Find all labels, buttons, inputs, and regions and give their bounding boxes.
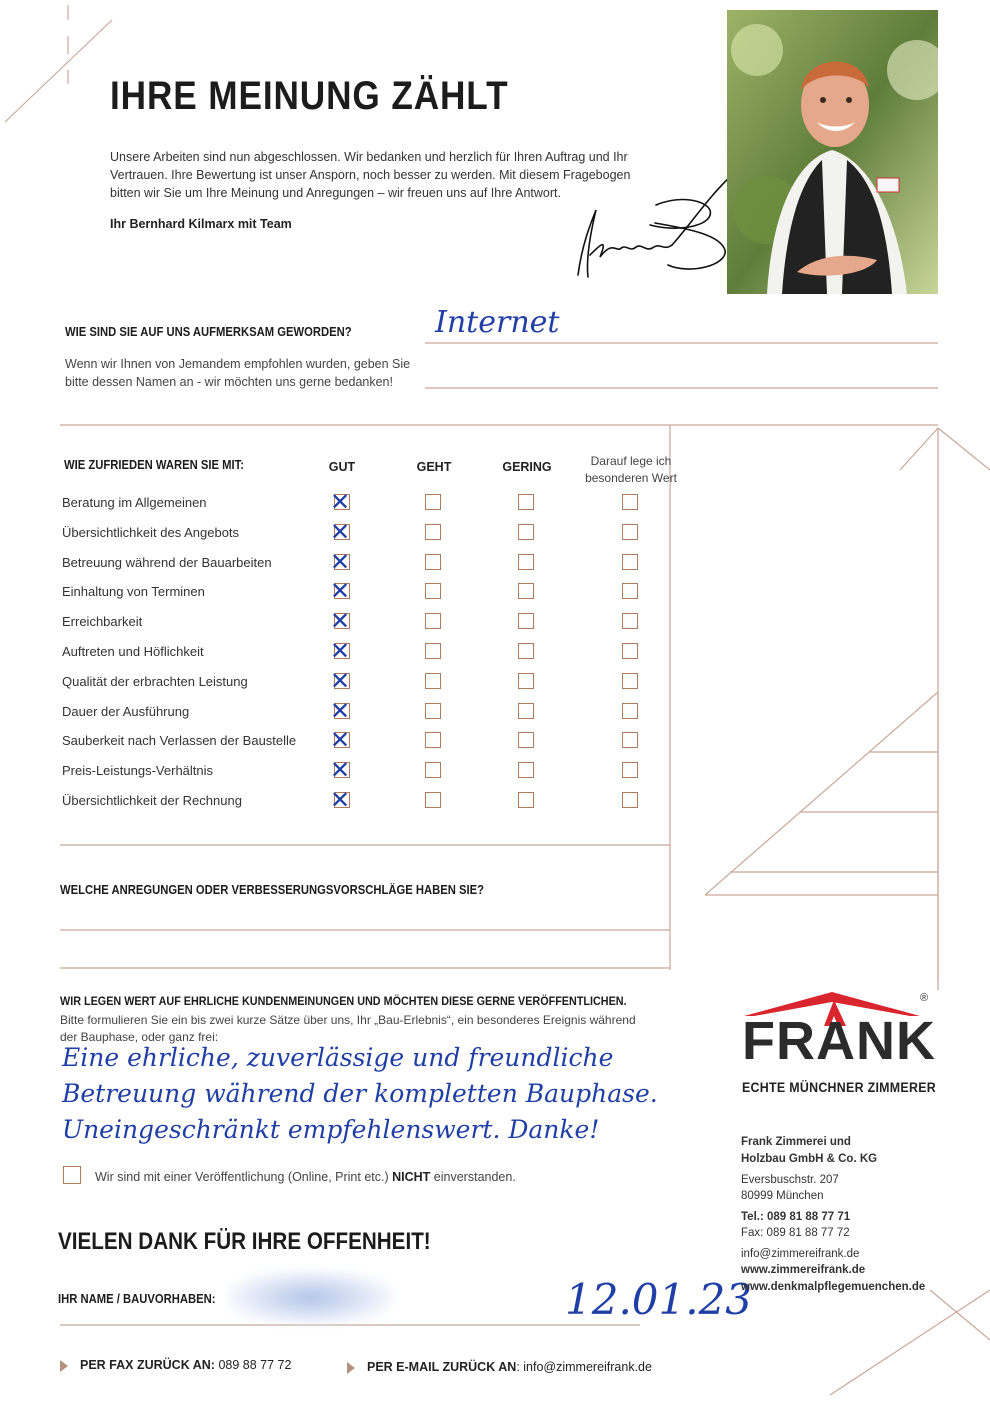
registered-mark: ® (920, 992, 929, 1004)
publication-heading: WIR LEGEN WERT AUF EHRLICHE KUNDENMEINUNGEN UND MÖCHTEN DIESE GERNE VERÖFFENTLICHEN. (60, 994, 627, 1008)
optout-text: einverstanden. (430, 1170, 516, 1184)
checkbox-wert[interactable] (622, 583, 638, 599)
checkbox-geht[interactable] (425, 613, 441, 629)
satisfaction-question: WIE ZUFRIEDEN WAREN SIE MIT: (64, 458, 244, 472)
column-gering: GERING (502, 460, 552, 474)
row-label: Beratung im Allgemeinen (62, 495, 207, 510)
row-label: Auftreten und Höflichkeit (62, 644, 204, 659)
checkbox-wert[interactable] (622, 703, 638, 719)
check-mark-icon: ✕ (330, 547, 351, 576)
page-title: IHRE MEINUNG ZÄHLT (110, 74, 509, 118)
checkbox-geht[interactable] (425, 643, 441, 659)
check-mark-icon: ✕ (330, 726, 351, 755)
checkbox-gering[interactable] (518, 792, 534, 808)
checkbox-wert[interactable] (622, 643, 638, 659)
handwritten-date[interactable]: 12.01.23 (565, 1275, 753, 1324)
fax-return (60, 1358, 291, 1372)
portrait-photo (727, 10, 938, 294)
checkbox-gering[interactable] (518, 643, 534, 659)
checkbox-geht[interactable] (425, 524, 441, 540)
redacted-name (228, 1270, 393, 1325)
company-web-2[interactable]: www.denkmalpflegemuenchen.de (741, 1281, 926, 1293)
handwritten-signature (560, 165, 735, 285)
thanks-heading: VIELEN DANK FÜR IHRE OFFENHEIT! (58, 1228, 431, 1255)
intro-line: Vertrauen. Ihre Bewertung ist unser Ansporn, noch besser zu werden. Mit diesem Fragebogen (110, 168, 631, 182)
checkbox-geht[interactable] (425, 792, 441, 808)
fax-value: 089 88 77 72 (214, 1358, 292, 1372)
check-mark-icon: ✕ (330, 607, 351, 636)
arrow-icon (60, 1360, 68, 1372)
company-fax: Fax: 089 81 88 77 72 (741, 1227, 850, 1239)
checkbox-geht[interactable] (425, 762, 441, 778)
checkbox-geht[interactable] (425, 673, 441, 689)
check-mark-icon: ✕ (330, 696, 351, 725)
mail-value[interactable]: : info@zimmereifrank.de (516, 1360, 652, 1374)
checkbox-wert[interactable] (622, 524, 638, 540)
checkbox-wert[interactable] (622, 613, 638, 629)
optout-bold: NICHT (392, 1170, 431, 1184)
instruction-line: der Bauphase, oder ganz frei: (60, 1030, 219, 1044)
instruction-line: Bitte formulieren Sie ein bis zwei kurze Sätze über uns, Ihr „Bau-Erlebnis“, ein besonderes Ereignis während (60, 1013, 636, 1027)
check-mark-icon: ✕ (330, 666, 351, 695)
fax-label: PER FAX ZURÜCK AN: (80, 1358, 215, 1372)
hint-line: Wenn wir Ihnen von Jemandem empfohlen wurden, geben Sie (65, 357, 411, 371)
checkbox-gering[interactable] (518, 732, 534, 748)
row-label: Preis-Leistungs-Verhältnis (62, 763, 214, 779)
column-geht: GEHT (416, 460, 452, 474)
checkbox-wert[interactable] (622, 494, 638, 510)
checkbox-wert[interactable] (622, 732, 638, 748)
checkbox-gering[interactable] (518, 613, 534, 629)
row-label: Übersichtlichkeit der Rechnung (62, 793, 242, 808)
checkbox-gering[interactable] (518, 673, 534, 689)
checkbox-gering[interactable] (518, 762, 534, 778)
handwritten-line: Eine ehrliche, zuverlässige und freundliche (62, 1043, 614, 1072)
referral-answer[interactable]: Internet (435, 305, 560, 340)
company-city: 80999 München (741, 1190, 824, 1202)
check-mark-icon: ✕ (330, 488, 351, 516)
checkbox-wert[interactable] (622, 762, 638, 778)
checkbox-gering[interactable] (518, 524, 534, 540)
arrow-icon (347, 1362, 355, 1374)
name-label: IHR NAME / BAUVORHABEN: (58, 1292, 216, 1306)
row-label: Betreuung während der Bauarbeiten (62, 554, 272, 570)
checkbox-wert[interactable] (622, 554, 638, 570)
column-besonderer-wert (571, 453, 691, 487)
row-label: Einhaltung von Terminen (62, 584, 205, 600)
check-mark-icon: ✕ (330, 577, 351, 606)
company-name-2: Holzbau GmbH & Co. KG (741, 1153, 878, 1165)
optout-checkbox[interactable] (63, 1166, 81, 1184)
signature-line: Ihr Bernhard Kilmarx mit Team (110, 217, 292, 231)
row-label: Qualität der erbrachten Leistung (62, 673, 248, 689)
row-label: Dauer der Ausführung (62, 703, 190, 719)
checkbox-gering[interactable] (518, 554, 534, 570)
check-mark-icon: ✕ (330, 637, 351, 665)
suggestions-question: WELCHE ANREGUNGEN ODER VERBESSERUNGSVORSCHLÄGE HABEN SIE? (60, 883, 485, 897)
intro-line: Unsere Arbeiten sind nun abgeschlossen. Wir bedanken und herzlich für Ihren Auftrag und Ihr (110, 150, 628, 164)
checkbox-wert[interactable] (622, 792, 638, 808)
checkbox-geht[interactable] (425, 554, 441, 570)
check-mark-icon: ✕ (330, 517, 351, 546)
intro-line: bitten wir Sie um Ihre Meinung und Anregungen – wir freuen uns auf Ihre Antwort. (110, 186, 561, 200)
optout-label (95, 1170, 516, 1184)
row-label: Erreichbarkeit (62, 614, 143, 630)
mail-return (347, 1360, 652, 1374)
mail-label: PER E-MAIL ZURÜCK AN (367, 1360, 517, 1374)
checkbox-wert[interactable] (622, 673, 638, 689)
optout-text: Wir sind mit einer Veröffentlichung (Online, Print etc.) (95, 1170, 393, 1184)
handwritten-line: Uneingeschränkt empfehlenswert. Danke! (62, 1115, 600, 1144)
check-mark-icon: ✕ (330, 786, 351, 814)
company-web-1[interactable]: www.zimmereifrank.de (741, 1264, 866, 1276)
column-line: Darauf lege ich (590, 454, 672, 468)
publication-answer[interactable] (62, 1040, 658, 1148)
checkbox-geht[interactable] (425, 583, 441, 599)
checkbox-geht[interactable] (425, 732, 441, 748)
frank-logo: FRANK (742, 1011, 936, 1071)
checkbox-gering[interactable] (518, 583, 534, 599)
referral-question: WIE SIND SIE AUF UNS AUFMERKSAM GEWORDEN? (65, 325, 352, 339)
checkbox-geht[interactable] (425, 703, 441, 719)
referral-hint (65, 355, 410, 391)
column-gut: GUT (328, 460, 356, 474)
company-street: Eversbuschstr. 207 (741, 1174, 839, 1186)
hint-line: bitte dessen Namen an - wir möchten uns gerne bedanken! (65, 375, 393, 389)
checkbox-gering[interactable] (518, 703, 534, 719)
company-email[interactable]: info@zimmereifrank.de (741, 1248, 860, 1260)
row-label: Sauberkeit nach Verlassen der Baustelle (62, 733, 297, 749)
handwritten-line: Betreuung während der kompletten Bauphase. (62, 1079, 658, 1108)
company-name-1: Frank Zimmerei und (741, 1136, 851, 1148)
company-tagline: ECHTE MÜNCHNER ZIMMERER (742, 1080, 937, 1095)
check-mark-icon: ✕ (330, 756, 351, 785)
checkbox-geht[interactable] (425, 494, 441, 510)
checkbox-gering[interactable] (518, 494, 534, 510)
column-line: besonderen Wert (585, 471, 677, 485)
row-label: Übersichtlichkeit des Angebots (62, 524, 240, 540)
company-tel: Tel.: 089 81 88 77 71 (741, 1211, 851, 1223)
